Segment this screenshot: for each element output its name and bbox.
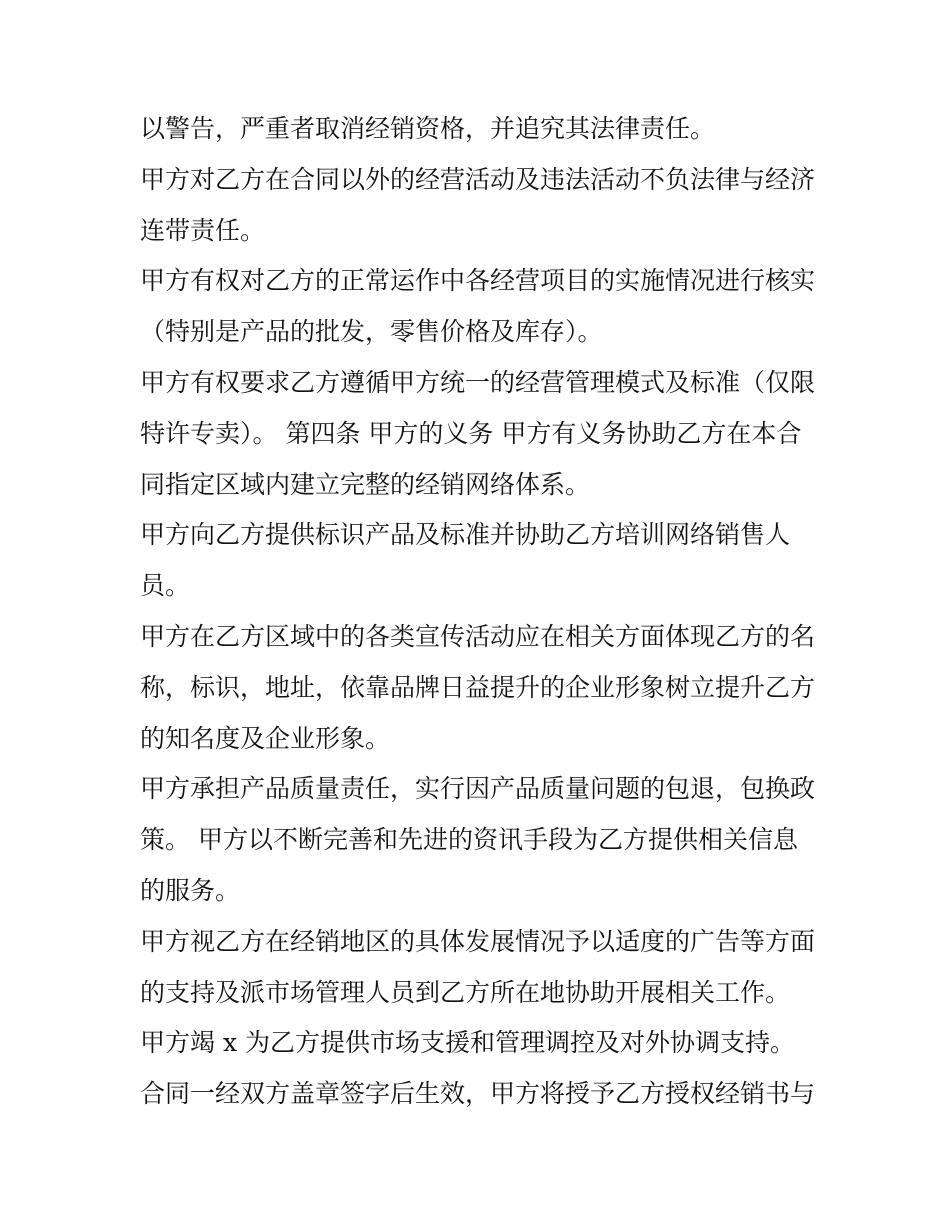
text-line: 合同一经双方盖章签字后生效，甲方将授予乙方授权经销书与 xyxy=(140,1079,816,1109)
text-line: 员。 xyxy=(140,571,191,601)
text-line: 的支持及派市场管理人员到乙方所在地协助开展相关工作。 xyxy=(140,977,791,1007)
text-line: 甲方承担产品质量责任，实行因产品质量问题的包退，包换政 xyxy=(140,774,816,804)
text-line: 策。 甲方以不断完善和先进的资讯手段为乙方提供相关信息 xyxy=(140,825,798,855)
text-line: 甲方视乙方在经销地区的具体发展情况予以适度的广告等方面 xyxy=(140,926,816,956)
text-line: 甲方向乙方提供标识产品及标准并协助乙方培训网络销售人 xyxy=(140,520,791,550)
text-line: 称，标识，地址，依靠品牌日益提升的企业形象树立提升乙方 xyxy=(140,672,816,702)
text-line: 同指定区域内建立完整的经销网络体系。 xyxy=(140,469,591,499)
text-line: 甲方对乙方在合同以外的经营活动及违法活动不负法律与经济 xyxy=(140,164,816,194)
text-line: （特别是产品的批发，零售价格及库存）。 xyxy=(140,317,603,347)
text-line: 连带责任。 xyxy=(140,215,266,245)
text-line: 甲方有权要求乙方遵循甲方统一的经营管理模式及标准（仅限 xyxy=(140,367,816,397)
text-line: 的服务。 xyxy=(140,875,241,905)
text-line: 以警告，严重者取消经销资格，并追究其法律责任。 xyxy=(140,114,716,143)
text-line: 特许专卖）。 第四条 甲方的义务 甲方有义务协助乙方在本合 xyxy=(140,418,802,448)
text-line: 甲方有权对乙方的正常运作中各经营项目的实施情况进行核实 xyxy=(140,266,816,296)
text-line: 甲方竭 x 为乙方提供市场支援和管理调控及对外协调支持。 xyxy=(140,1028,795,1058)
text-line: 甲方在乙方区域中的各类宣传活动应在相关方面体现乙方的名 xyxy=(140,621,816,651)
document-body xyxy=(140,104,820,1120)
text-line: 的知名度及企业形象。 xyxy=(140,723,391,753)
